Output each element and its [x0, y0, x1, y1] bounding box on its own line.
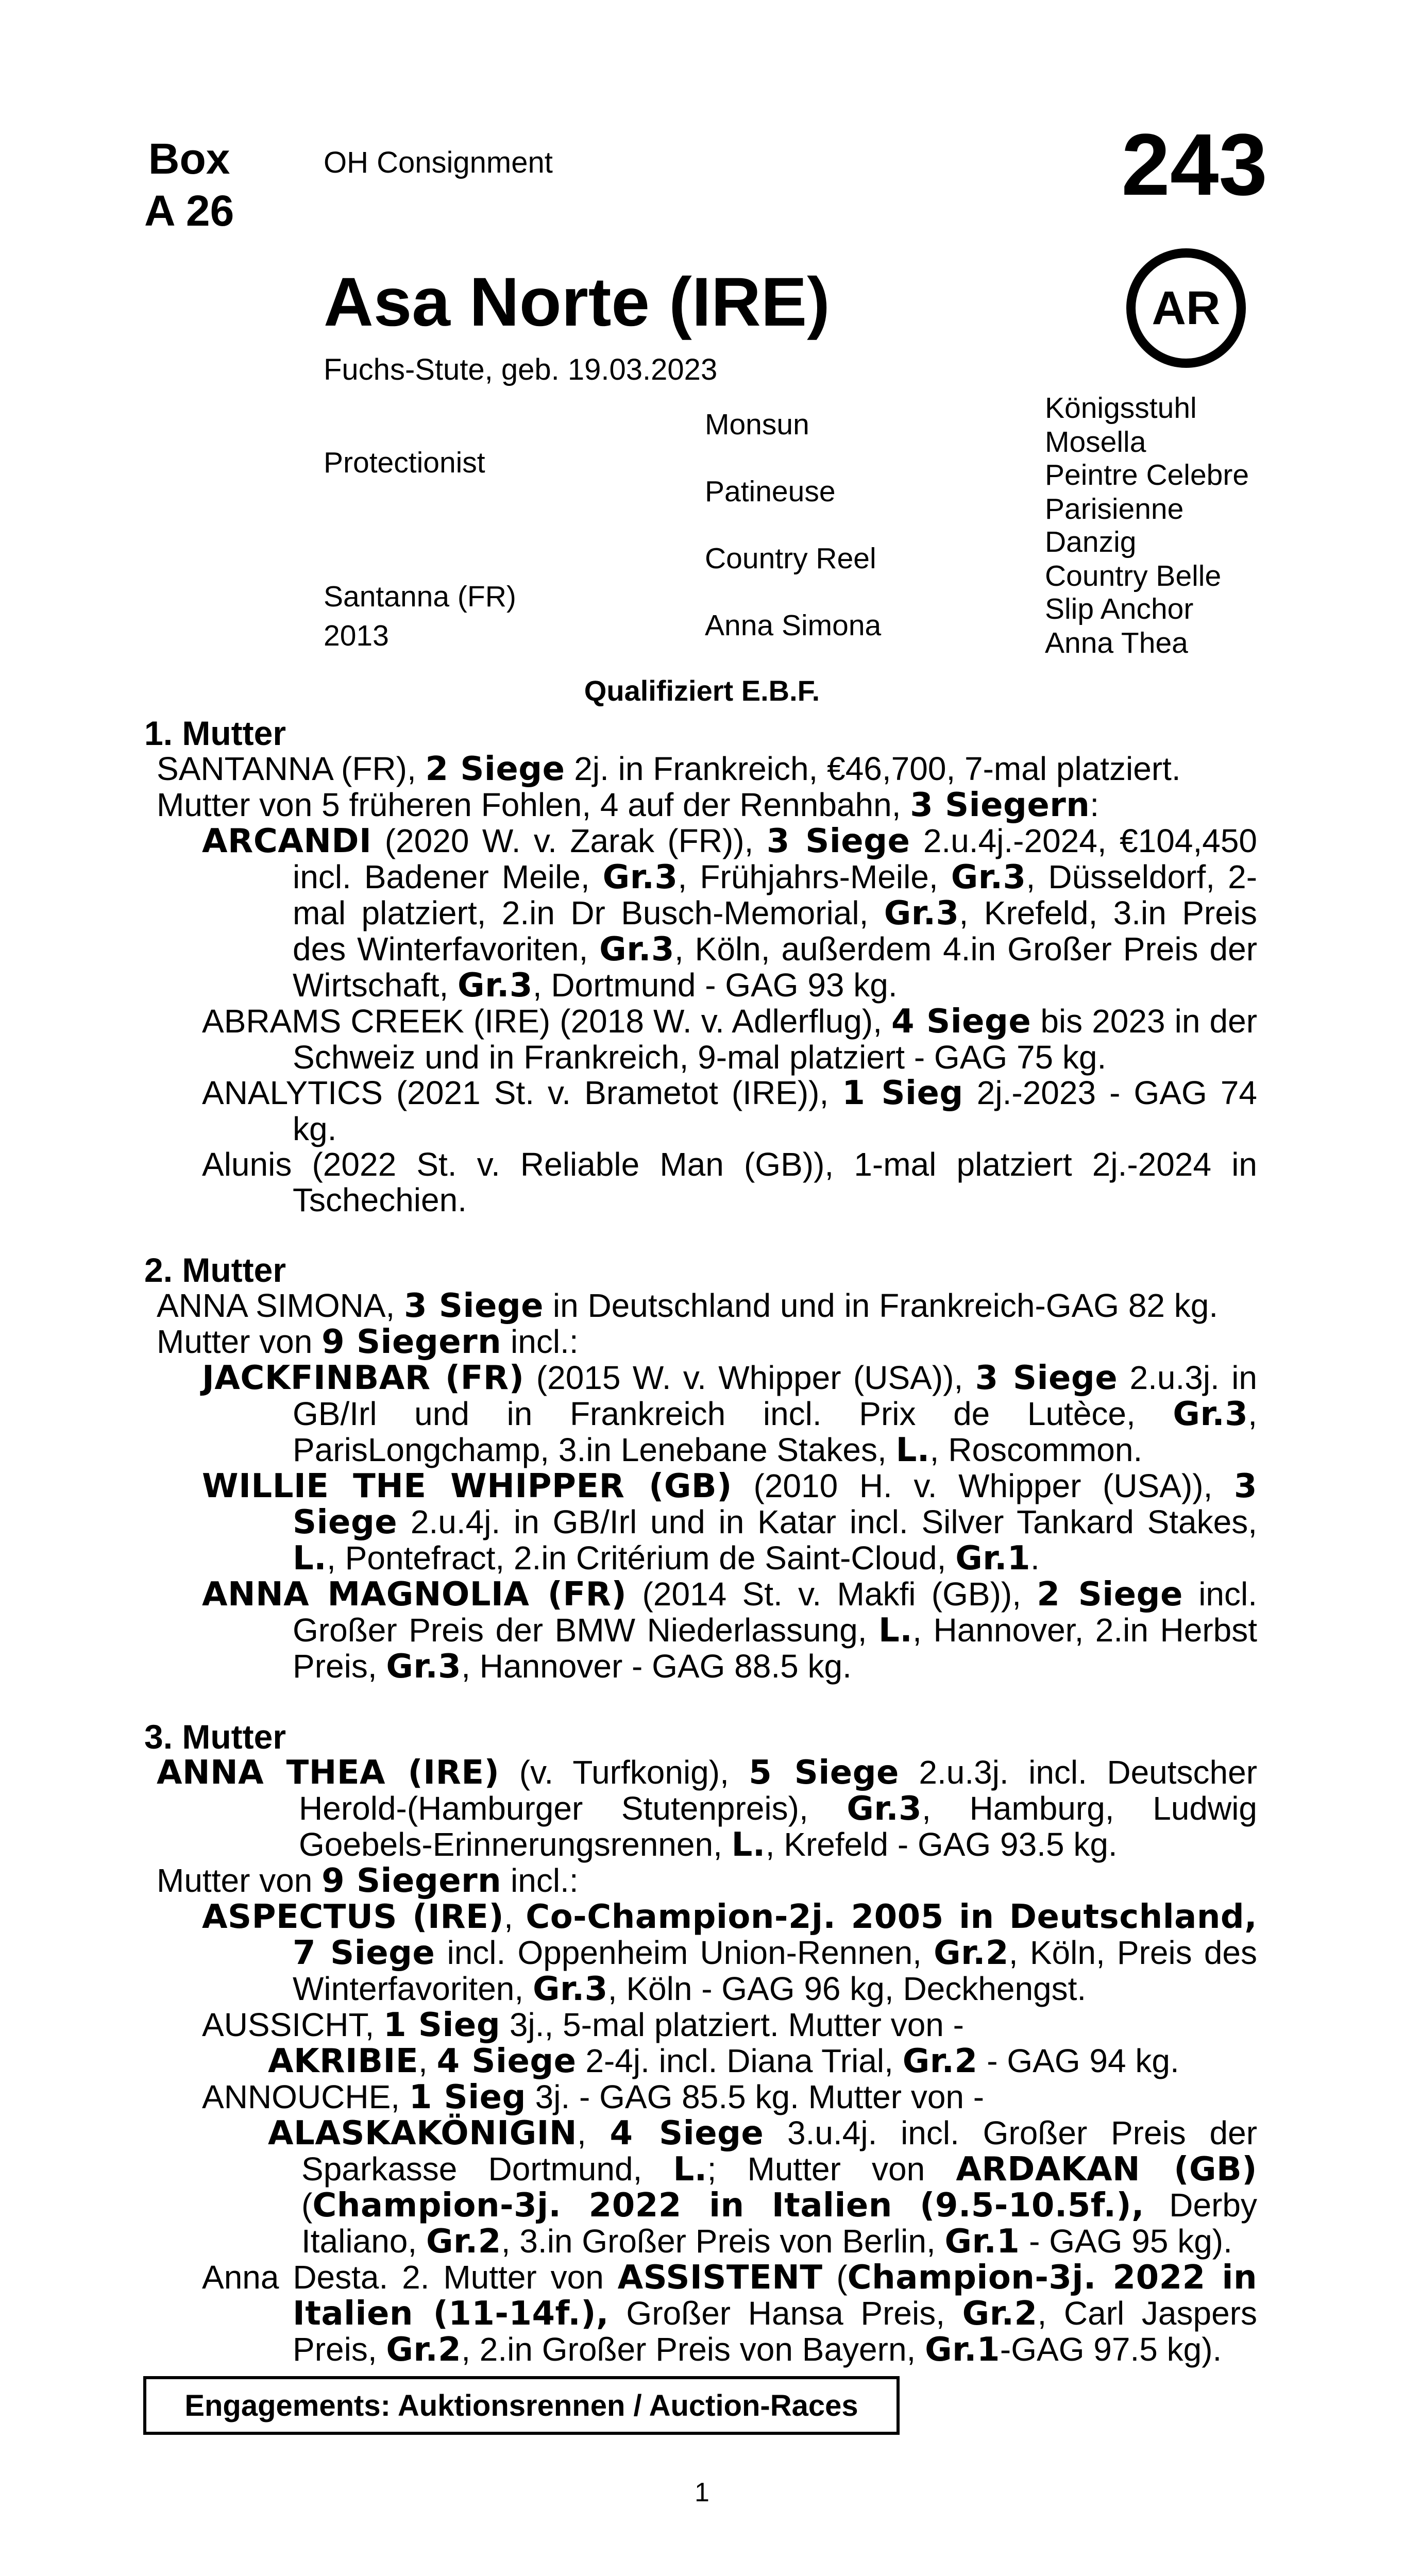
- section-heading: 2. Mutter: [144, 1251, 286, 1289]
- text-run: ANNA SIMONA,: [157, 1287, 404, 1324]
- text-run: Mutter von 5 früheren Fohlen, 4 auf der Rennbahn,: [157, 786, 910, 823]
- bold-run: 2 Siege: [425, 750, 565, 788]
- text-run: 2j.-2023 - GAG 74 kg.: [293, 1074, 1258, 1147]
- bold-run: AKRIBIE: [268, 2042, 419, 2080]
- pedigree-entry: [144, 1360, 1257, 1468]
- text-run: .: [1030, 1539, 1040, 1577]
- section-heading: 3. Mutter: [144, 1718, 286, 1756]
- text-run: (: [822, 2259, 848, 2296]
- bold-run: WILLIE THE WHIPPER (GB): [202, 1467, 732, 1505]
- horse-name: Asa Norte (IRE): [324, 264, 830, 341]
- box-label-line2: A 26: [144, 186, 234, 235]
- pedigree-ggp-1: Königsstuhl: [1045, 392, 1197, 425]
- text-run: , 2.in Großer Preis von Bayern,: [461, 2331, 925, 2368]
- section-gap: [144, 1218, 1257, 1252]
- pedigree-entry: [144, 2043, 1257, 2079]
- bold-run: L.: [673, 2150, 707, 2189]
- pedigree-grandsire-paternal: Monsun: [705, 408, 809, 441]
- text-run: , Krefeld - GAG 93.5 kg.: [765, 1826, 1118, 1863]
- bold-run: Co-Champion-2j. 2005 in Deutschland, 7 Siege: [293, 1898, 1257, 1972]
- pedigree-entry: [144, 2115, 1257, 2260]
- text-run: ; Mutter von: [707, 2150, 956, 2188]
- page-number: 1: [695, 2478, 709, 2507]
- text-run: , Köln - GAG 96 kg, Deckhengst.: [607, 1970, 1087, 2007]
- text-run: 3.u.4j. incl. Großer Preis der Sparkasse Dortmund,: [301, 2114, 1258, 2188]
- text-run: bis 2023 in der Schweiz und in Frankreich, 9-mal platziert - GAG 75 kg.: [293, 1003, 1258, 1076]
- bold-run: JACKFINBAR (FR): [202, 1359, 525, 1397]
- text-run: ,: [504, 1898, 526, 1935]
- text-run: -GAG 97.5 kg).: [1000, 2331, 1222, 2368]
- text-run: ANNOUCHE,: [202, 2078, 409, 2115]
- bold-run: 4 Siege: [891, 1003, 1031, 1041]
- text-run: , Carl Jaspers Preis,: [293, 2295, 1257, 2368]
- ar-badge-text: AR: [1152, 281, 1221, 334]
- text-run: , Hannover, 2.in Herbst Preis,: [293, 1612, 1257, 1685]
- text-run: , Köln, Preis des Winterfavoriten,: [293, 1934, 1258, 2007]
- bold-run: Gr.3: [602, 858, 678, 896]
- text-run: 3j., 5-mal platziert. Mutter von -: [500, 2006, 964, 2043]
- pedigree-granddam-paternal: Patineuse: [705, 475, 836, 508]
- engagements-box: [143, 2376, 900, 2435]
- text-run: SANTANNA (FR),: [157, 750, 426, 787]
- text-run: in Deutschland und in Frankreich-GAG 82 kg.: [544, 1287, 1219, 1324]
- text-run: incl. Großer Preis der BMW Niederlassung,: [293, 1575, 1258, 1649]
- pedigree-entry: [144, 787, 1257, 823]
- text-run: :: [1090, 786, 1099, 823]
- bold-run: Gr.1: [955, 1539, 1030, 1578]
- bold-run: L.: [878, 1612, 913, 1650]
- pedigree-ggp-4: Parisienne: [1045, 493, 1184, 526]
- pedigree-entry: [144, 1863, 1257, 1899]
- pedigree-entry: [144, 2007, 1257, 2043]
- bold-run: Gr.3: [532, 1970, 608, 2008]
- text-run: ABRAMS CREEK (IRE) (2018 W. v. Adlerflug),: [202, 1003, 892, 1040]
- pedigree-entry: [144, 751, 1257, 787]
- pedigree-ggp-5: Danzig: [1045, 526, 1137, 558]
- bold-run: Gr.3: [599, 930, 674, 969]
- text-run: , Pontefract, 2.in Critérium de Saint-Cloud,: [327, 1539, 956, 1577]
- bold-run: 3 Siegern: [910, 786, 1090, 824]
- pedigree-dam-year: 2013: [324, 619, 389, 652]
- pedigree-entry: [144, 1468, 1257, 1577]
- bold-run: Gr.3: [951, 858, 1026, 896]
- pedigree-granddam-maternal: Anna Simona: [705, 609, 882, 642]
- text-run: , Düsseldorf, 2-mal platziert, 2.in Dr Busch-Memorial,: [293, 858, 1258, 931]
- consignor: OH Consignment: [324, 146, 553, 179]
- text-run: 2-4j. incl. Diana Trial,: [576, 2042, 903, 2079]
- pedigree-sire: Protectionist: [324, 446, 485, 479]
- text-run: , Hamburg, Ludwig Goebels-Erinnerungsrennen,: [299, 1790, 1257, 1863]
- text-run: 2.u.4j.-2024, €104,450 incl. Badener Meile,: [293, 822, 1258, 895]
- text-run: incl. Oppenheim Union-Rennen,: [435, 1934, 934, 1971]
- text-run: , Köln, außerdem 4.in Großer Preis der Wirtschaft,: [293, 930, 1257, 1004]
- pedigree-entry: [144, 1075, 1257, 1147]
- bold-run: Gr.2: [902, 2042, 978, 2080]
- bold-run: Champion-3j. 2022 in Italien (9.5-10.5f.),: [312, 2187, 1144, 2225]
- text-run: 2.u.3j. in GB/Irl und in Frankreich incl. Prix de Lutèce,: [293, 1359, 1258, 1432]
- engagements-text: Engagements: Auktionsrennen / Auction-Races: [184, 2388, 858, 2422]
- bold-run: Gr.3: [386, 1648, 462, 1686]
- family-section: [144, 715, 1257, 2368]
- box-label: [144, 133, 234, 237]
- text-run: Mutter von: [157, 1323, 322, 1360]
- bold-run: 3 Siege: [293, 1467, 1258, 1541]
- pedigree-entry: [144, 1577, 1257, 1685]
- text-run: , Hannover - GAG 88.5 kg.: [461, 1648, 852, 1685]
- box-label-line1: Box: [148, 134, 230, 183]
- bold-run: 1 Sieg: [842, 1074, 963, 1112]
- pedigree-entry: [144, 1288, 1257, 1324]
- bold-run: ASSISTENT: [617, 2259, 823, 2297]
- bold-run: 1 Sieg: [383, 2006, 501, 2044]
- text-run: (v. Turfkonig),: [499, 1754, 749, 1791]
- text-run: 2.u.3j. incl. Deutscher Herold-(Hamburger Stutenpreis),: [299, 1754, 1258, 1827]
- bold-run: Gr.2: [962, 2295, 1038, 2333]
- pedigree-entry: [144, 1324, 1257, 1360]
- text-run: - GAG 94 kg.: [977, 2042, 1179, 2079]
- pedigree-entry: [144, 2079, 1257, 2115]
- pedigree-entry: [144, 1755, 1257, 1863]
- text-run: (2010 H. v. Whipper (USA)),: [732, 1467, 1234, 1504]
- qualification-note: Qualifiziert E.B.F.: [584, 674, 820, 707]
- bold-run: 4 Siege: [610, 2114, 764, 2153]
- bold-run: ALASKAKÖNIGIN: [268, 2114, 577, 2153]
- bold-run: Gr.3: [458, 967, 533, 1005]
- bold-run: 3 Siege: [404, 1287, 544, 1325]
- bold-run: L.: [895, 1431, 930, 1469]
- text-run: (2020 W. v. Zarak (FR)),: [371, 822, 767, 859]
- text-run: AUSSICHT,: [202, 2006, 384, 2043]
- pedigree-ggp-8: Anna Thea: [1045, 626, 1188, 659]
- bold-run: 9 Siegern: [322, 1862, 502, 1900]
- text-run: incl.:: [501, 1862, 579, 1899]
- bold-run: Gr.2: [934, 1934, 1009, 1972]
- bold-run: L.: [293, 1539, 327, 1578]
- bold-run: Gr.2: [386, 2331, 462, 2369]
- text-run: , 3.in Großer Preis von Berlin,: [501, 2223, 945, 2260]
- text-run: ,: [577, 2114, 610, 2151]
- bold-run: ARCANDI: [202, 822, 372, 860]
- text-run: (: [301, 2187, 313, 2224]
- text-run: ANALYTICS (2021 St. v. Brametot (IRE)),: [202, 1074, 842, 1111]
- pedigree-grandsire-maternal: Country Reel: [705, 542, 876, 575]
- bold-run: L.: [731, 1826, 766, 1864]
- bold-run: 1 Sieg: [409, 2078, 526, 2116]
- bold-run: 3 Siege: [975, 1359, 1118, 1397]
- text-run: Alunis (2022 St. v. Reliable Man (GB)), 1-mal platziert 2j.-2024 in Tschechien.: [202, 1146, 1257, 1218]
- pedigree-entry: [144, 1899, 1257, 2007]
- text-run: , Dortmund - GAG 93 kg.: [532, 967, 898, 1004]
- pedigree-ggp-6: Country Belle: [1045, 560, 1222, 592]
- text-run: , Frühjahrs-Meile,: [678, 858, 951, 895]
- bold-run: Gr.3: [884, 894, 959, 933]
- pedigree-ggp-3: Peintre Celebre: [1045, 459, 1249, 492]
- text-run: Derby Italiano,: [301, 2187, 1257, 2260]
- text-run: 2.u.4j. in GB/Irl und in Katar incl. Silver Tankard Stakes,: [397, 1503, 1257, 1540]
- bold-run: Gr.2: [426, 2223, 501, 2261]
- text-run: (2014 St. v. Makfi (GB)),: [627, 1575, 1037, 1613]
- pedigree-ggp-2: Mosella: [1045, 426, 1146, 459]
- bold-run: 9 Siegern: [322, 1323, 502, 1361]
- text-run: incl.:: [501, 1323, 579, 1360]
- lot-number: 243: [1121, 116, 1267, 214]
- section-heading: 1. Mutter: [144, 714, 286, 752]
- text-run: 2j. in Frankreich, €46,700, 7-mal platziert.: [565, 750, 1181, 787]
- text-run: 3j. - GAG 85.5 kg. Mutter von -: [526, 2078, 985, 2115]
- horse-info: Fuchs-Stute, geb. 19.03.2023: [324, 353, 718, 386]
- bold-run: ANNA THEA (IRE): [157, 1754, 500, 1792]
- pedigree-entry: [144, 823, 1257, 1004]
- text-run: (2015 W. v. Whipper (USA)),: [524, 1359, 975, 1396]
- pedigree-ggp-7: Slip Anchor: [1045, 592, 1194, 625]
- text-run: Mutter von: [157, 1862, 322, 1899]
- ar-badge: [1126, 248, 1246, 368]
- bold-run: 2 Siege: [1037, 1575, 1183, 1614]
- bold-run: Gr.3: [847, 1790, 922, 1828]
- text-run: , Krefeld, 3.in Preis des Winterfavoriten,: [293, 894, 1257, 968]
- bold-run: ASPECTUS (IRE): [202, 1898, 504, 1936]
- bold-run: Gr.1: [925, 2331, 1000, 2369]
- bold-run: 4 Siege: [436, 2042, 577, 2080]
- pedigree-dam: Santanna (FR): [324, 580, 516, 613]
- bold-run: 5 Siege: [749, 1754, 899, 1792]
- text-run: Großer Hansa Preis,: [608, 2295, 962, 2332]
- bold-run: 3 Siege: [766, 822, 910, 860]
- text-run: - GAG 95 kg).: [1020, 2223, 1232, 2260]
- section-gap: [144, 1685, 1257, 1719]
- text-run: ,: [418, 2042, 437, 2079]
- text-run: , Roscommon.: [929, 1431, 1143, 1468]
- bold-run: Gr.3: [1173, 1395, 1248, 1433]
- text-run: Anna Desta. 2. Mutter von: [202, 2259, 618, 2296]
- text-run: , ParisLongchamp, 3.in Lenebane Stakes,: [293, 1395, 1257, 1468]
- pedigree-entry: [144, 2260, 1257, 2368]
- bold-run: Gr.1: [944, 2223, 1020, 2261]
- pedigree-entry: [144, 1004, 1257, 1075]
- pedigree-entry: [144, 1147, 1257, 1218]
- bold-run: Champion-3j. 2022 in Italien (11-14f.),: [293, 2259, 1258, 2333]
- bold-run: ANNA MAGNOLIA (FR): [202, 1575, 627, 1614]
- bold-run: ARDAKAN (GB): [956, 2150, 1257, 2189]
